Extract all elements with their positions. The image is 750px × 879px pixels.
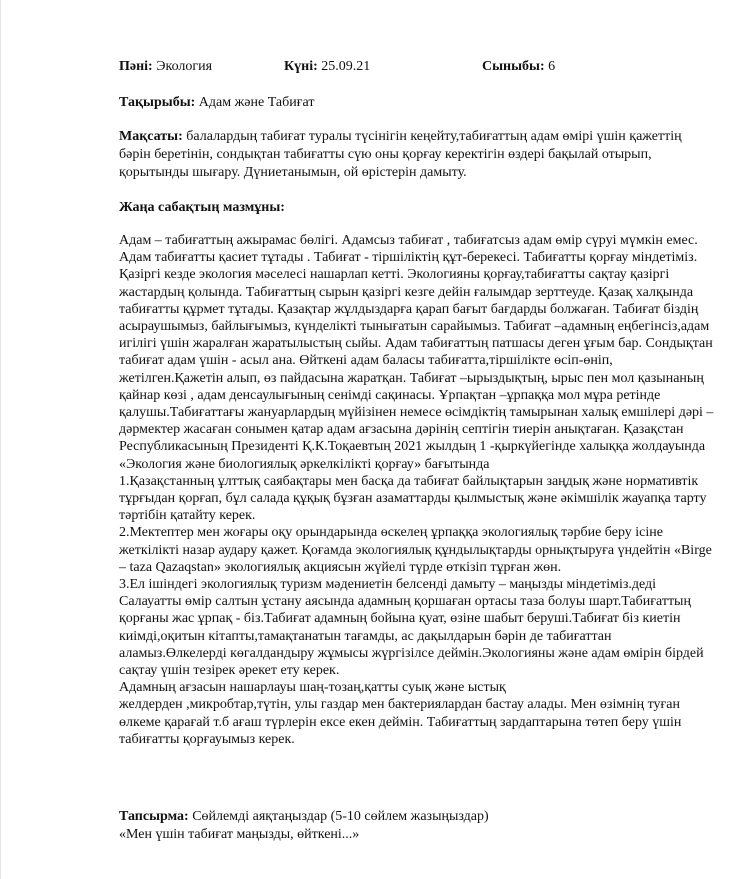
lesson-content — [119, 232, 715, 748]
content-paragraph: Адам – табиғаттың ажырамас бөлігі. Адамсыз табиғат , табиғатсыз адам өмір сүруі мүмкін емес. Адам табиғатты қасиет тұтады . Табиғат - тіршіліктің құт-берекесі. Табиғатты қорғау міндетіміз. Қазіргі кезде экология мәселесі нашарлап кетті. Экологияны қорғау,табиғатты сақтау қазіргі жастардың қолында. Табиғаттың сырын қазіргі кезге дейін ғалымдар зерттеуде. Қазақ халқында табиғатты құрмет тұтады. Қазақтар жұлдыздарға қарап бағыт бағдарды болжаған. Табиғат біздің асыраушымыз, байлығымыз, күнделікті тынығатын сарайымыз. Табиғат –адамның еңбегінсіз,адам игілігі үшін жаралған жаратылыстың сыйы. Адам табиғаттың патшасы деген ұғым бар. Сондықтан табиғат адам үшін - асыл ана. Өйткені адам баласы табиғатта,тіршілікте өсіп-өніп, жетілген.Қажетін алып, өз пайдасына жаратқан. Табиғат –ырыздықтың, ырыс пен мол қазынаның қайнар көзі , адам денсаулығының сенімді сақинасы. Ұрпақтан –ұрпаққа мол мұра ретінде қалушы.Табиғаттағы жануарлардың мүйізінен немесе өсімдіктің тамырынан халық емшілері дәрі – дәрмектер жасаған сонымен қатар адам ағзасына дәрінің септігін тиерін анықтаған. Қазақстан Республикасының Президенті Қ.К.Тоқаевтың 2021 жылдың 1 -қыркүйегінде халыққа жолдауында «Экология және биологиялық әркелкілікті қорғау» бағытында — [119, 233, 714, 472]
task-block — [119, 808, 719, 844]
grade-value: 6 — [544, 59, 556, 74]
section-title: Жаңа сабақтың мазмұны: — [119, 200, 285, 215]
subject-label: Пәні: — [119, 59, 153, 74]
date-field — [284, 58, 370, 75]
content-paragraph: желдерден ,микробтар,түтін, улы газдар мен бактериялардан бастау алады. Мен өзімнің туған өлкеме қарағай т.б ағаш түрлерін ексе екен деймін. Табиғаттың зардаптарына төтеп беру үшін табиғатты қорғауымыз керек. — [119, 697, 682, 747]
task-line — [119, 808, 719, 826]
content-paragraph: 2.Мектептер мен жоғары оқу орындарында өскелең ұрпаққа экологиялық тәрбие беру ісіне жеткілікті назар аудару қажет. Қоғамда экологиялық құндылықтарды орнықтыруға үндейтін «Birge – taza Qazaqstan» экологиялық акциясын жүйелі түрде өткізіп тұрған жөн. — [119, 525, 712, 575]
task-value: Сөйлемді аяқтаңыздар (5-10 сөйлем жазыңыздар) — [188, 809, 489, 824]
topic-line — [119, 94, 314, 111]
grade-field — [482, 58, 555, 75]
content-paragraph: 1.Қазақстанның ұлттық саябақтары мен басқа да табиғат байлықтарын заңдық және нормативтік тұрғыдан қорғап, бұл салада құқық бұзған азаматтарды қылмыстық және әкімшілік жауапқа тарту тәртібін қатайту керек. — [119, 473, 707, 524]
task-prompt: «Мен үшін табиғат маңызды, өйткені...» — [119, 827, 360, 842]
goal-value: балалардың табиғат туралы түсінігін кеңейту,табиғаттың адам өмірі үшін қажеттің бәрін беретінін, сондықтан табиғатты сүю оны қорғау керектігін өздері бақылай отырып, қорытынды шығару. Дүниетанымын, ой өрістерін дамыту. — [119, 129, 682, 180]
topic-label: Тақырыбы: — [119, 95, 196, 110]
goal-label: Мақсаты: — [119, 129, 183, 144]
content-paragraph: Адамның ағзасын нашарлауы шаң-тозаң,қатты суық және ыстық — [119, 680, 506, 696]
subject-value: Экология — [152, 59, 213, 74]
goal-paragraph — [119, 128, 709, 182]
task-label: Тапсырма: — [119, 809, 189, 824]
grade-label: Сыныбы: — [482, 59, 545, 74]
topic-value: Адам және Табиғат — [195, 95, 315, 110]
date-label: Күні: — [284, 59, 318, 74]
date-value: 25.09.21 — [317, 59, 371, 74]
subject-field — [119, 58, 212, 75]
content-paragraph: 3.Ел ішіндегі экологиялық туризм мәдениетін белсенді дамыту – маңызды міндетіміз.деді — [119, 577, 657, 593]
content-paragraph: Салауатты өмір салтын ұстану аясында адамның қоршаған ортаcы таза болуы шарт.Табиғаттың қорғаны жас ұрпақ - біз.Табиғат адамның бойына қуат, өзіне шабыт беруші.Табиғат біз киетін киімді,оқитын кітапты,тамақтанатын тағамды, ас дақылдарын бәрін де табиғаттан аламыз.Өлкелерді көгалдандыру жұмысы жүргізілсе деймін.Экологияны және адам өмірін бірдей сақтау үшін тезірек әрекет ету керек. — [119, 594, 704, 679]
